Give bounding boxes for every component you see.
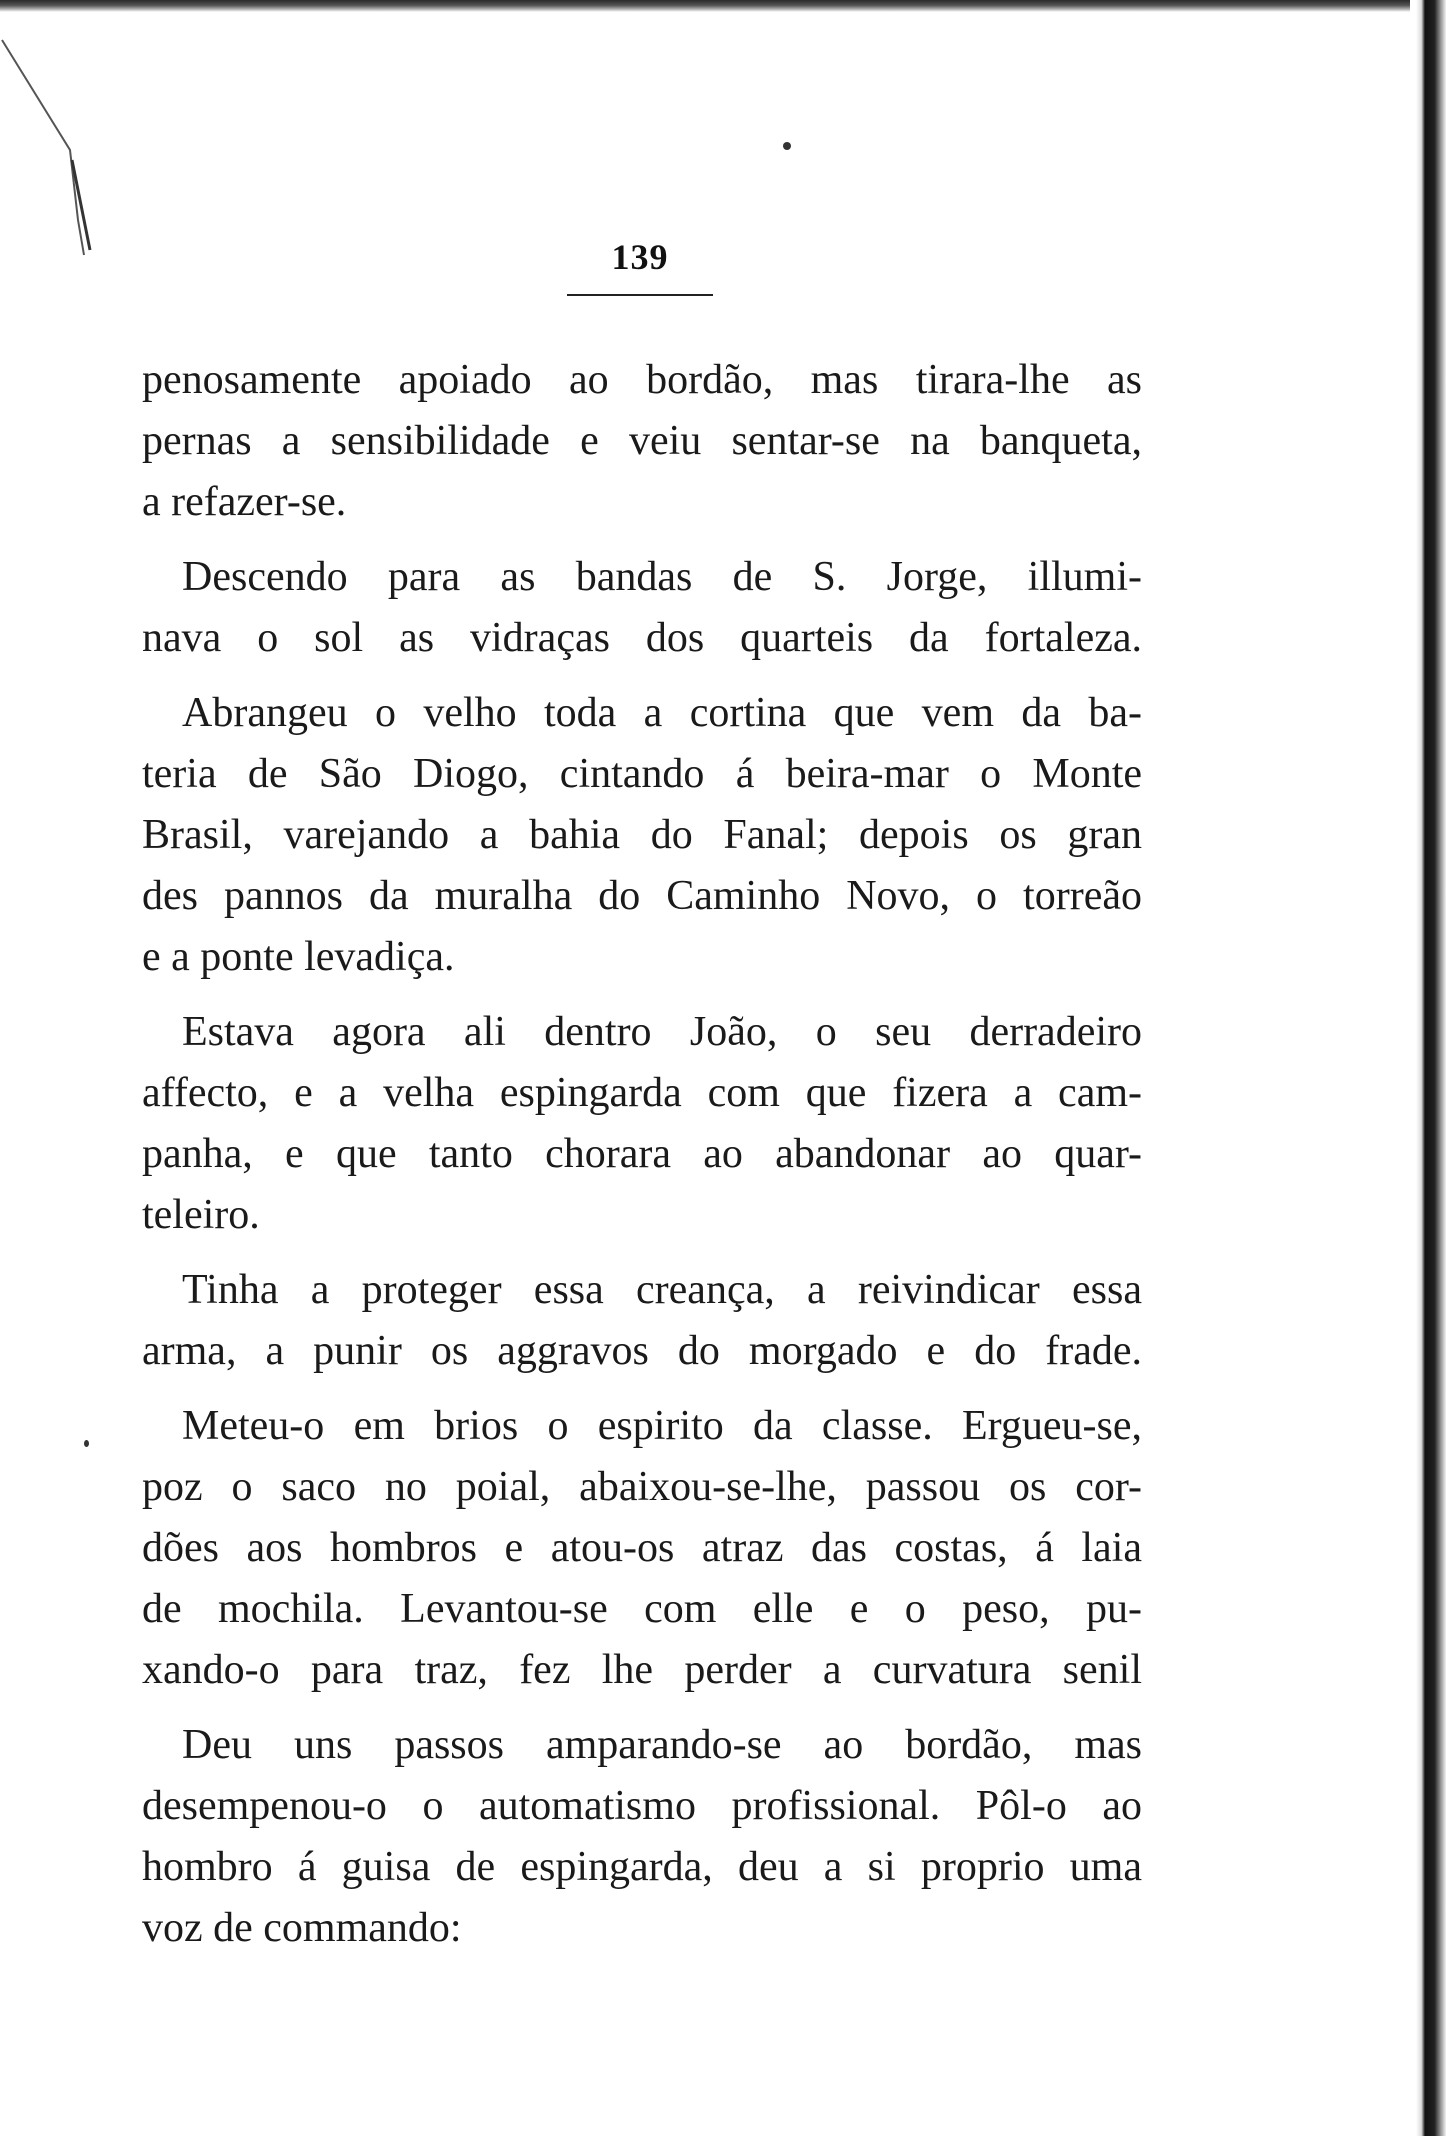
paragraph-3 <box>142 683 1142 988</box>
text-line: a refazer-se. <box>142 479 347 525</box>
text-line: nava o sol as vidraças dos quarteis da fortaleza. <box>142 615 1142 661</box>
text-line: Brasil, varejando a bahia do Fanal; depois os gran <box>142 812 1142 858</box>
text-line: affecto, e a velha espingarda com que fizera a cam- <box>142 1070 1142 1116</box>
text-line: poz o saco no poial, abaixou-se-lhe, passou os cor- <box>142 1464 1142 1510</box>
text-line: des pannos da muralha do Caminho Novo, o torreão <box>142 873 1142 919</box>
paragraph-7 <box>142 1715 1142 1959</box>
paragraph-6 <box>142 1396 1142 1701</box>
text-line: panha, e que tanto chorara ao abandonar ao quar- <box>142 1131 1142 1177</box>
paragraph-1 <box>142 350 1142 533</box>
text-line: desempenou-o o automatismo profissional. Pôl-o ao <box>142 1783 1142 1829</box>
text-line: arma, a punir os aggravos do morgado e do frade. <box>142 1328 1142 1374</box>
text-line: Abrangeu o velho toda a cortina que vem da ba- <box>182 690 1142 736</box>
header-rule <box>567 294 713 296</box>
text-line: pernas a sensibilidade e veiu sentar-se na banqueta, <box>142 418 1142 464</box>
text-line: dões aos hombros e atou-os atraz das costas, á laia <box>142 1525 1142 1571</box>
text-line: Descendo para as bandas de S. Jorge, illumi- <box>182 554 1142 600</box>
text-body <box>142 350 1142 1973</box>
text-line: voz de commando: <box>142 1905 462 1951</box>
page-number: 139 <box>611 237 669 277</box>
text-line: e a ponte levadiça. <box>142 934 455 980</box>
text-line: penosamente apoiado ao bordão, mas tirara-lhe as <box>142 357 1142 403</box>
scan-binding-edge <box>1416 0 1446 2136</box>
text-line: xando-o para traz, fez lhe perder a curvatura senil <box>142 1647 1142 1693</box>
page-header <box>0 236 1280 296</box>
scan-top-edge <box>0 0 1410 12</box>
paragraph-2 <box>142 547 1142 669</box>
text-line: Estava agora ali dentro João, o seu derradeiro <box>182 1009 1142 1055</box>
text-line: Deu uns passos amparando-se ao bordão, mas <box>182 1722 1142 1768</box>
text-line: teleiro. <box>142 1192 260 1238</box>
text-line: teria de São Diogo, cintando á beira-mar o Monte <box>142 751 1142 797</box>
scan-speck <box>84 1440 89 1447</box>
text-line: Tinha a proteger essa creança, a reivindicar essa <box>182 1267 1142 1313</box>
paragraph-5 <box>142 1260 1142 1382</box>
scan-speck <box>783 142 791 150</box>
text-line: Meteu-o em brios o espirito da classe. Ergueu-se, <box>182 1403 1142 1449</box>
paragraph-4 <box>142 1002 1142 1246</box>
scan-scratch-mark <box>0 30 120 260</box>
text-line: de mochila. Levantou-se com elle e o peso, pu- <box>142 1586 1142 1632</box>
text-line: hombro á guisa de espingarda, deu a si proprio uma <box>142 1844 1142 1890</box>
